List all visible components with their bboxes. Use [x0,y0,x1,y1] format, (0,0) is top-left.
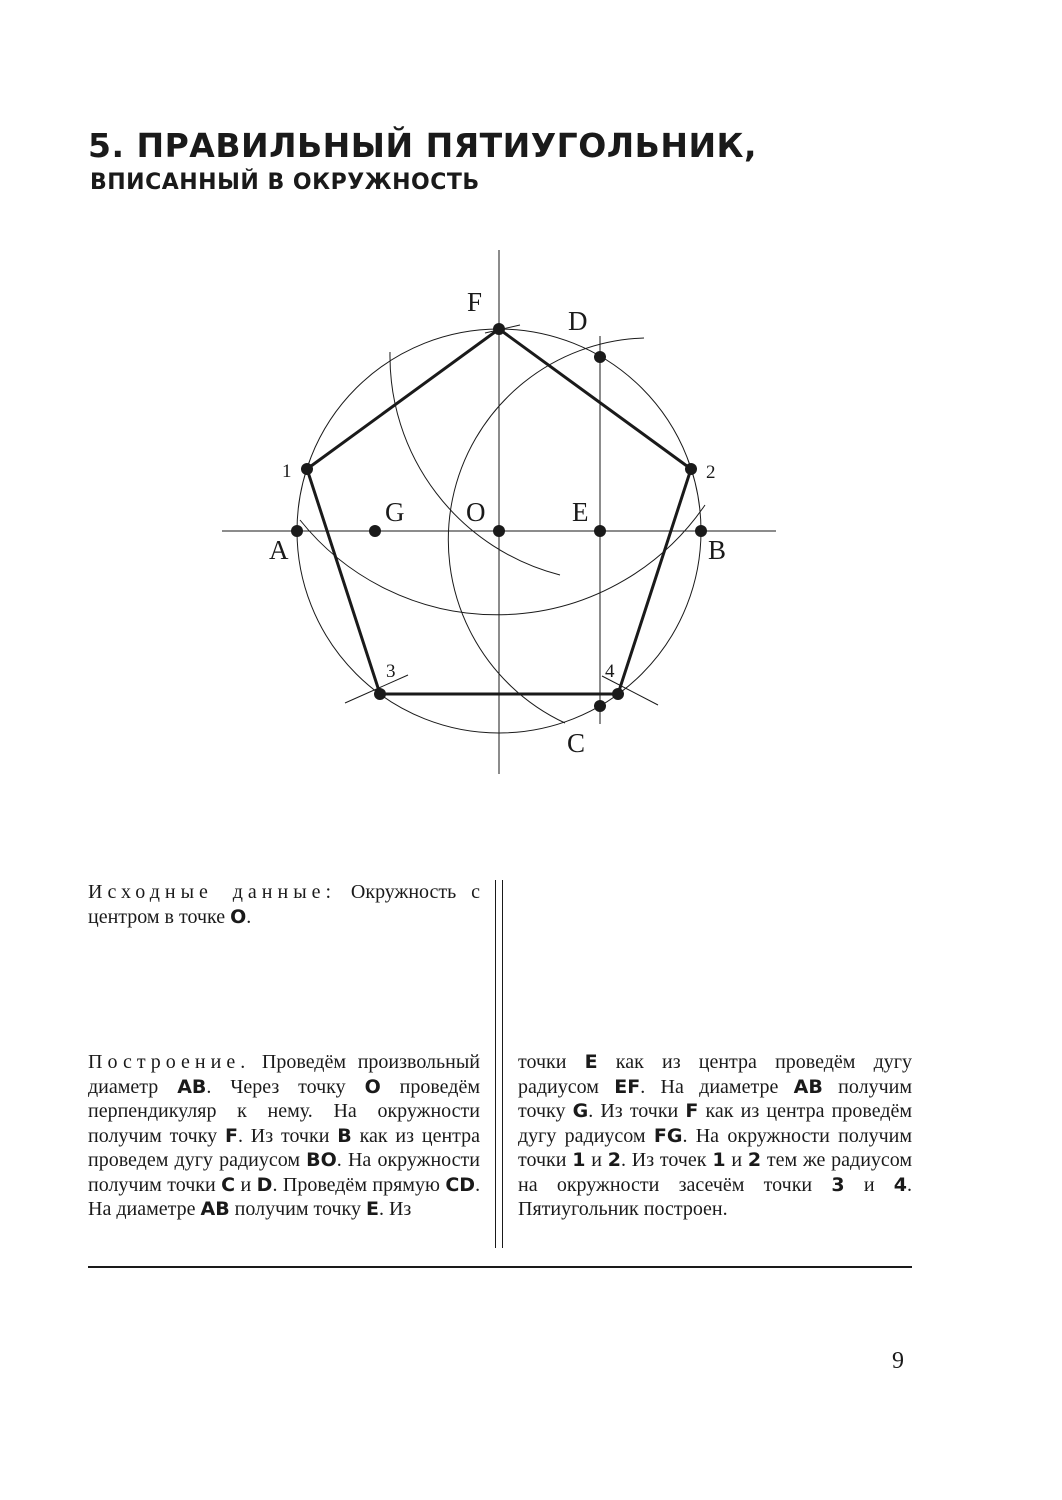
label-e: E [572,497,589,527]
point-b-dot [695,525,707,537]
point-d-dot [594,351,606,363]
label-o: O [466,497,486,527]
point-3-dot [374,688,386,700]
initial-data-label: Исходные данные: [88,881,337,903]
point-c-dot [594,700,606,712]
point-2-dot [685,463,697,475]
point-a-dot [291,525,303,537]
arc-from-e [390,352,560,575]
label-a: A [269,535,289,565]
initial-data-paragraph: Исходные данные: Окружность с центром в точке O. [88,881,480,928]
label-f: F [467,287,483,317]
point-g-dot [369,525,381,537]
page-subtitle: ВПИСАННЫЙ В ОКРУЖНОСТЬ [90,170,480,195]
construction-paragraph-left: Построение. Проведём произвольный диаметр AB. Через точку O проведём перпендикуляр к нему. На окружности получим точку F. Из точки B как из центра проведем дугу радиусом BO. На окружности получим точки C и D. Проведём прямую CD. На диаметре AB получим точку E. Из [88,1051,481,1220]
arc-from-f [300,505,705,615]
page-number: 9 [892,1348,904,1374]
column-divider [495,880,503,1248]
point-f-dot [493,323,505,335]
page-title: 5. ПРАВИЛЬНЫЙ ПЯТИУГОЛЬНИК, [88,126,758,165]
label-d: D [568,306,588,336]
point-4-dot [612,688,624,700]
label-2: 2 [706,462,716,483]
point-1-dot [301,463,313,475]
construction-paragraph-right: точки E как из центра проведём дугу радиусом EF. На диаметре AB получим точку G. Из точки F как из центра проведём дугу радиусом FG. На окружности получим точки 1 и 2. Из точек 1 и 2 тем же радиусом на окружности засечём точки 3 и 4. Пятиугольник построен. [518,1051,913,1220]
label-1: 1 [282,461,292,482]
label-4: 4 [605,661,615,682]
label-c: C [567,728,586,758]
label-3: 3 [386,661,396,682]
label-b: B [708,535,727,565]
label-g: G [385,497,405,527]
construction-label: Построение. [88,1051,251,1073]
bottom-rule [88,1266,912,1268]
point-e-dot [594,525,606,537]
point-o-dot [493,525,505,537]
